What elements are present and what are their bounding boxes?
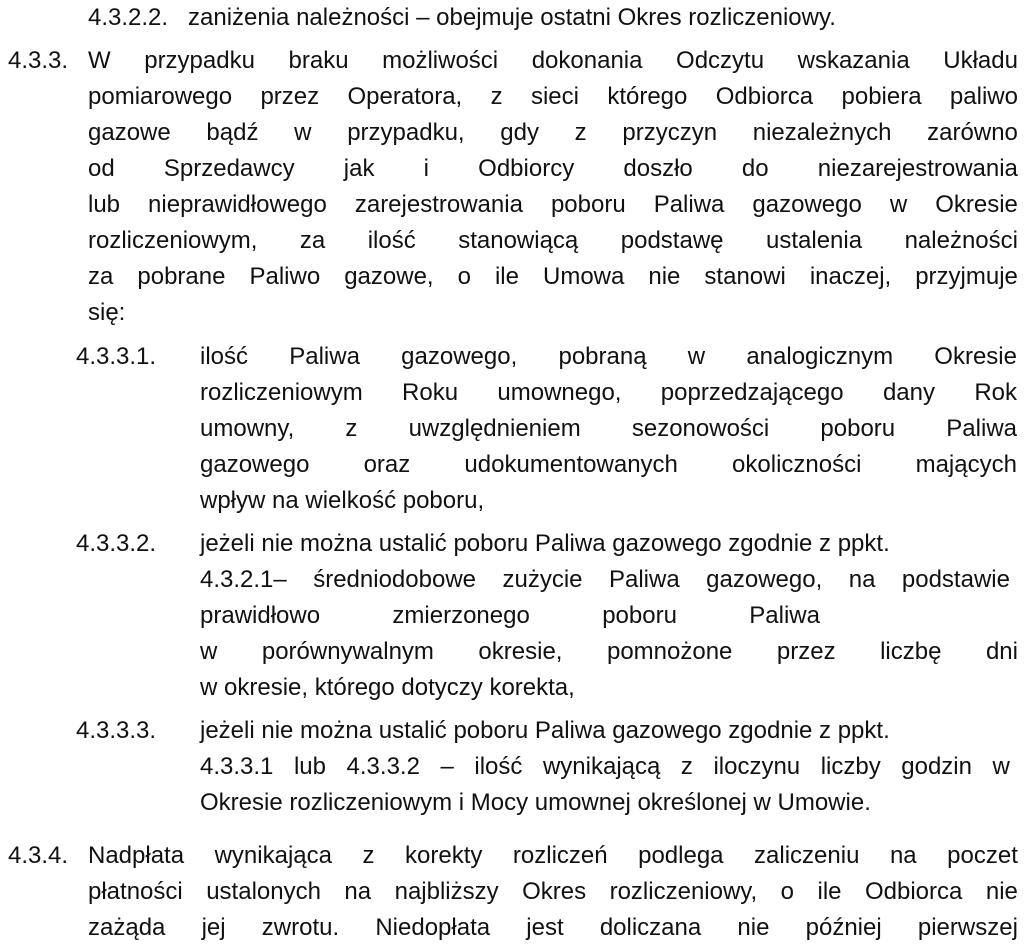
text-line: wpływ na wielkość poboru, (200, 487, 485, 514)
text-line: zażąda jej zwrotu. Niedopłata jest doliczana nie później pierwszej (88, 914, 1018, 941)
clause-number-4-3-3-1: 4.3.3.1. (76, 343, 157, 370)
text-line: Okresie rozliczeniowym i Mocy umownej określonej w Umowie. (200, 789, 871, 816)
text-line: w okresie, którego dotyczy korekta, (200, 674, 575, 701)
text-line: od Sprzedawcy jak i Odbiorcy doszło do niezarejestrowania (88, 155, 1018, 182)
text-line: prawidłowo zmierzonego poboru Paliwa (200, 602, 820, 629)
text-line: 4.3.3.1 lub 4.3.3.2 – ilość wynikającą z iloczynu liczby godzin w (200, 753, 1010, 780)
text-line: pomiarowego przez Operatora, z sieci którego Odbiorca pobiera paliwo (88, 83, 1018, 110)
clause-number-4-3-4: 4.3.4. (8, 842, 69, 869)
clause-number-4-3-3-3: 4.3.3.3. (76, 717, 157, 744)
text-line: ilość Paliwa gazowego, pobraną w analogicznym Okresie (200, 343, 1017, 370)
text-line: umowny, z uwzględnieniem sezonowości poboru Paliwa (200, 415, 1017, 442)
text-line: lub nieprawidłowego zarejestrowania poboru Paliwa gazowego w Okresie (88, 191, 1018, 218)
text-line: rozliczeniowym Roku umownego, poprzedzającego dany Rok (200, 379, 1017, 406)
text-line: W przypadku braku możliwości dokonania Odczytu wskazania Układu (88, 47, 1018, 74)
clause-text-4-3-2-2: zaniżenia należności – obejmuje ostatni Okres rozliczeniowy. (188, 4, 836, 31)
clause-number-4-3-3: 4.3.3. (8, 47, 69, 74)
text-line: jeżeli nie można ustalić poboru Paliwa gazowego zgodnie z ppkt. (200, 717, 890, 744)
clause-number-4-3-3-2: 4.3.3.2. (76, 530, 157, 557)
text-line: za pobrane Paliwo gazowe, o ile Umowa nie stanowi inaczej, przyjmuje (88, 263, 1018, 290)
text-line: się: (88, 299, 126, 326)
text-line: jeżeli nie można ustalić poboru Paliwa gazowego zgodnie z ppkt. (200, 530, 890, 557)
text-line: gazowe bądź w przypadku, gdy z przyczyn niezależnych zarówno (88, 119, 1018, 146)
clause-number-4-3-2-2: 4.3.2.2. (88, 4, 169, 31)
text-line: rozliczeniowym, za ilość stanowiącą podstawę ustalenia należności (88, 227, 1018, 254)
text-line: Nadpłata wynikająca z korekty rozliczeń podlega zaliczeniu na poczet (88, 842, 1018, 869)
text-line: płatności ustalonych na najbliższy Okres rozliczeniowy, o ile Odbiorca nie (88, 878, 1018, 905)
text-line: w porównywalnym okresie, pomnożone przez liczbę dni (200, 638, 1018, 665)
text-line: 4.3.2.1– średniodobowe zużycie Paliwa gazowego, na podstawie (200, 566, 1010, 593)
text-line: gazowego oraz udokumentowanych okoliczności mających (200, 451, 1017, 478)
